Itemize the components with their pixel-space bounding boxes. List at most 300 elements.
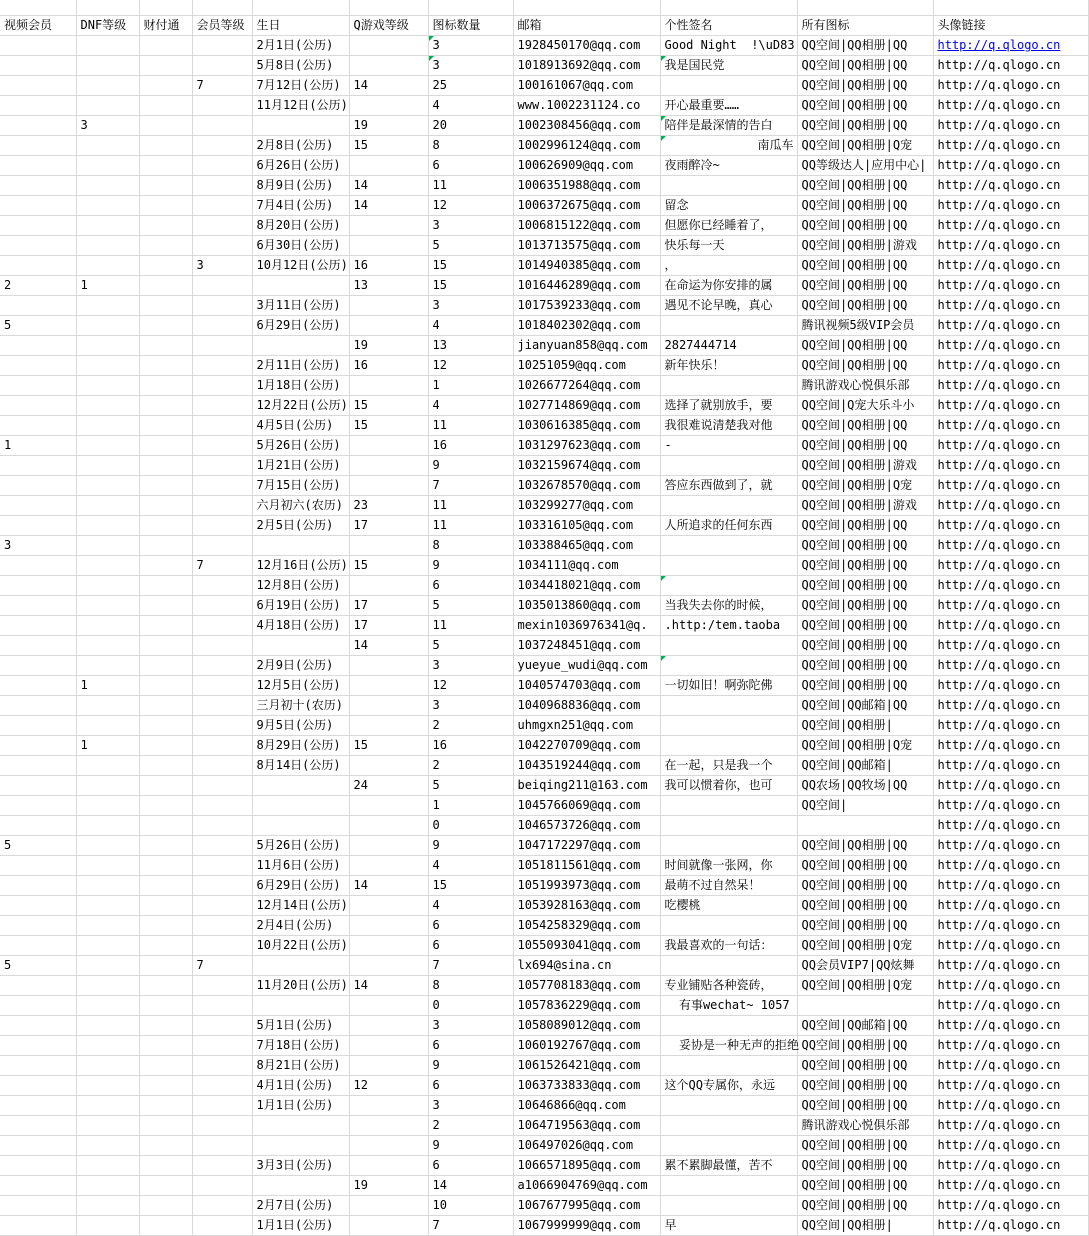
cell-s[interactable]: 南瓜车 (660, 135, 797, 155)
cell-a[interactable]: QQ空间|QQ相册|Q宠 (797, 735, 933, 755)
cell-v[interactable] (0, 915, 76, 935)
cell-v[interactable] (0, 55, 76, 75)
cell-s[interactable]: 一切如旧！啊弥陀佛 (660, 675, 797, 695)
cell-q[interactable] (349, 955, 428, 975)
cell-q[interactable]: 16 (349, 355, 428, 375)
cell-v[interactable] (0, 615, 76, 635)
cell-i[interactable]: 15 (428, 275, 513, 295)
cell-d[interactable] (76, 1215, 139, 1235)
cell-e[interactable]: jianyuan858@qq.com (513, 335, 660, 355)
cell-s[interactable]: .http:/tem.taoba (660, 615, 797, 635)
cell-a[interactable]: QQ空间|QQ相册|QQ (797, 1075, 933, 1095)
cell-m[interactable] (192, 275, 252, 295)
cell-s[interactable]: ， (660, 255, 797, 275)
cell-m[interactable] (192, 455, 252, 475)
cell-s[interactable] (660, 1115, 797, 1135)
cell-i[interactable]: 12 (428, 355, 513, 375)
cell-d[interactable] (76, 1035, 139, 1055)
cell-d[interactable] (76, 915, 139, 935)
cell-e[interactable]: 1032678570@qq.com (513, 475, 660, 495)
cell-s[interactable]: 我很难说清楚我对他 (660, 415, 797, 435)
cell-d[interactable] (76, 395, 139, 415)
cell-v[interactable] (0, 655, 76, 675)
cell-b[interactable]: 11月6日(公历) (252, 855, 349, 875)
cell-q[interactable]: 14 (349, 975, 428, 995)
cell-e[interactable]: a1066904769@qq.com (513, 1175, 660, 1195)
cell-b[interactable]: 8月14日(公历) (252, 755, 349, 775)
cell-d[interactable] (76, 455, 139, 475)
cell-a[interactable]: QQ空间|QQ相册|QQ (797, 515, 933, 535)
cell-d[interactable] (76, 555, 139, 575)
cell-avatar-url[interactable]: http://q.qlogo.cn (933, 1215, 1088, 1235)
cell-d[interactable] (76, 335, 139, 355)
cell-s[interactable]: 新年快乐！ (660, 355, 797, 375)
cell-v[interactable] (0, 1015, 76, 1035)
cell-e[interactable]: 1035013860@qq.com (513, 595, 660, 615)
cell-m[interactable]: 7 (192, 555, 252, 575)
cell-m[interactable] (192, 235, 252, 255)
cell-t[interactable] (139, 755, 192, 775)
cell-m[interactable] (192, 95, 252, 115)
cell-i[interactable]: 15 (428, 875, 513, 895)
cell-avatar-url[interactable]: http://q.qlogo.cn (933, 775, 1088, 795)
cell-b[interactable]: 2月9日(公历) (252, 655, 349, 675)
cell-m[interactable] (192, 375, 252, 395)
cell-q[interactable] (349, 915, 428, 935)
cell-a[interactable]: QQ空间|QQ相册|QQ (797, 55, 933, 75)
cell-m[interactable] (192, 175, 252, 195)
cell-m[interactable] (192, 135, 252, 155)
cell-b[interactable]: 2月7日(公历) (252, 1195, 349, 1215)
cell-t[interactable] (139, 775, 192, 795)
cell-i[interactable]: 15 (428, 255, 513, 275)
cell-v[interactable] (0, 115, 76, 135)
cell-i[interactable]: 6 (428, 935, 513, 955)
cell-i[interactable]: 10 (428, 1195, 513, 1215)
cell-a[interactable]: QQ空间|QQ邮箱| (797, 755, 933, 775)
cell-m[interactable] (192, 355, 252, 375)
cell-t[interactable] (139, 795, 192, 815)
cell-t[interactable] (139, 1015, 192, 1035)
cell-v[interactable] (0, 335, 76, 355)
cell-e[interactable]: 1013713575@qq.com (513, 235, 660, 255)
cell-b[interactable]: 8月21日(公历) (252, 1055, 349, 1075)
cell-avatar-url[interactable]: http://q.qlogo.cn (933, 75, 1088, 95)
cell-s[interactable]: 陪伴是最深情的告白 (660, 115, 797, 135)
cell-i[interactable]: 2 (428, 755, 513, 775)
cell-i[interactable]: 5 (428, 235, 513, 255)
cell-d[interactable] (76, 1155, 139, 1175)
cell-b[interactable] (252, 0, 349, 15)
cell-b[interactable]: 12月8日(公历) (252, 575, 349, 595)
cell-a[interactable]: QQ空间|QQ相册|QQ (797, 1095, 933, 1115)
cell-a[interactable]: QQ空间|QQ相册|游戏 (797, 455, 933, 475)
cell-e[interactable] (513, 0, 660, 15)
cell-v[interactable] (0, 0, 76, 15)
cell-t[interactable] (139, 595, 192, 615)
cell-s[interactable]: 吃樱桃 (660, 895, 797, 915)
cell-m[interactable] (192, 1095, 252, 1115)
cell-avatar-url[interactable]: http://q.qlogo.cn (933, 835, 1088, 855)
cell-q[interactable] (349, 1015, 428, 1035)
cell-q[interactable]: 15 (349, 735, 428, 755)
cell-t[interactable] (139, 1155, 192, 1175)
cell-i[interactable]: 9 (428, 455, 513, 475)
cell-q[interactable]: 14 (349, 875, 428, 895)
cell-a[interactable] (797, 995, 933, 1015)
cell-e[interactable]: 1047172297@qq.com (513, 835, 660, 855)
cell-s[interactable] (660, 535, 797, 555)
cell-t[interactable] (139, 1035, 192, 1055)
cell-q[interactable] (349, 575, 428, 595)
cell-a[interactable] (797, 815, 933, 835)
cell-i[interactable]: 16 (428, 735, 513, 755)
cell-avatar-url[interactable]: http://q.qlogo.cn (933, 715, 1088, 735)
cell-s[interactable] (660, 1095, 797, 1115)
cell-q[interactable]: 13 (349, 275, 428, 295)
cell-v[interactable] (0, 135, 76, 155)
cell-s[interactable] (660, 1195, 797, 1215)
cell-m[interactable] (192, 295, 252, 315)
cell-avatar-url[interactable]: http://q.qlogo.cn (933, 895, 1088, 915)
cell-t[interactable] (139, 735, 192, 755)
cell-avatar-url[interactable]: http://q.qlogo.cn (933, 615, 1088, 635)
cell-i[interactable]: 2 (428, 715, 513, 735)
cell-v[interactable] (0, 1215, 76, 1235)
cell-d[interactable] (76, 1075, 139, 1095)
cell-e[interactable]: 103316105@qq.com (513, 515, 660, 535)
cell-b[interactable]: 1月18日(公历) (252, 375, 349, 395)
cell-i[interactable]: 6 (428, 1155, 513, 1175)
cell-avatar-url[interactable]: http://q.qlogo.cn (933, 275, 1088, 295)
cell-a[interactable]: QQ空间|QQ相册|QQ (797, 1055, 933, 1075)
cell-m[interactable] (192, 395, 252, 415)
cell-m[interactable]: 3 (192, 255, 252, 275)
cell-a[interactable]: QQ空间|QQ相册|QQ (797, 1195, 933, 1215)
cell-a[interactable]: QQ空间|QQ相册|QQ (797, 555, 933, 575)
cell-t[interactable] (139, 395, 192, 415)
cell-i[interactable]: 1 (428, 375, 513, 395)
cell-q[interactable] (349, 295, 428, 315)
cell-m[interactable] (192, 1035, 252, 1055)
cell-v[interactable] (0, 635, 76, 655)
cell-v[interactable] (0, 1155, 76, 1175)
cell-d[interactable] (76, 535, 139, 555)
cell-avatar-url[interactable]: http://q.qlogo.cn (933, 115, 1088, 135)
cell-d[interactable] (76, 155, 139, 175)
cell-avatar-url[interactable]: http://q.qlogo.cn (933, 655, 1088, 675)
cell-e[interactable]: 1040574703@qq.com (513, 675, 660, 695)
cell-d[interactable] (76, 655, 139, 675)
cell-e[interactable]: lx694@sina.cn (513, 955, 660, 975)
cell-t[interactable] (139, 955, 192, 975)
cell-e[interactable]: 1006372675@qq.com (513, 195, 660, 215)
cell-b[interactable]: 7月15日(公历) (252, 475, 349, 495)
cell-b[interactable] (252, 275, 349, 295)
cell-a[interactable]: QQ空间|QQ相册|QQ (797, 115, 933, 135)
cell-avatar-url[interactable]: http://q.qlogo.cn (933, 875, 1088, 895)
cell-i[interactable]: 3 (428, 655, 513, 675)
cell-t[interactable] (139, 35, 192, 55)
cell-s[interactable]: 这个QQ专属你，永远 (660, 1075, 797, 1095)
cell-v[interactable] (0, 855, 76, 875)
cell-e[interactable]: www.1002231124.co (513, 95, 660, 115)
cell-d[interactable] (76, 1175, 139, 1195)
cell-q[interactable] (349, 375, 428, 395)
cell-avatar-url[interactable]: http://q.qlogo.cn (933, 195, 1088, 215)
cell-b[interactable]: 2月5日(公历) (252, 515, 349, 535)
cell-q[interactable]: 14 (349, 635, 428, 655)
cell-b[interactable]: 8月29日(公历) (252, 735, 349, 755)
cell-v[interactable] (0, 395, 76, 415)
cell-i[interactable]: 4 (428, 895, 513, 915)
cell-q[interactable] (349, 435, 428, 455)
cell-t[interactable] (139, 855, 192, 875)
cell-m[interactable] (192, 335, 252, 355)
cell-i[interactable]: 8 (428, 535, 513, 555)
cell-m[interactable] (192, 675, 252, 695)
cell-v[interactable] (0, 495, 76, 515)
cell-b[interactable]: 7月18日(公历) (252, 1035, 349, 1055)
cell-e[interactable]: 10251059@qq.com (513, 355, 660, 375)
cell-s[interactable]: 累不累脚最懂，苦不 (660, 1155, 797, 1175)
cell-v[interactable] (0, 575, 76, 595)
cell-m[interactable] (192, 1155, 252, 1175)
cell-m[interactable] (192, 415, 252, 435)
cell-d[interactable] (76, 615, 139, 635)
cell-a[interactable]: QQ空间|QQ相册|QQ (797, 635, 933, 655)
column-header-i[interactable]: 图标数量 (428, 15, 513, 35)
cell-s[interactable]: 我最喜欢的一句话： (660, 935, 797, 955)
cell-b[interactable]: 6月30日(公历) (252, 235, 349, 255)
cell-avatar-url[interactable]: http://q.qlogo.cn (933, 695, 1088, 715)
cell-q[interactable] (349, 0, 428, 15)
cell-e[interactable]: 1031297623@qq.com (513, 435, 660, 455)
cell-s[interactable] (660, 815, 797, 835)
cell-q[interactable] (349, 855, 428, 875)
cell-d[interactable] (76, 795, 139, 815)
cell-b[interactable]: 5月26日(公历) (252, 435, 349, 455)
cell-s[interactable] (660, 715, 797, 735)
cell-d[interactable] (76, 235, 139, 255)
cell-e[interactable]: 1018402302@qq.com (513, 315, 660, 335)
cell-a[interactable]: QQ空间|QQ相册|QQ (797, 35, 933, 55)
cell-s[interactable] (660, 555, 797, 575)
cell-i[interactable]: 3 (428, 35, 513, 55)
cell-a[interactable]: QQ空间|QQ相册|QQ (797, 295, 933, 315)
cell-a[interactable]: 腾讯游戏心悦俱乐部 (797, 1115, 933, 1135)
cell-t[interactable] (139, 1195, 192, 1215)
cell-s[interactable]: 但愿你已经睡着了， (660, 215, 797, 235)
cell-m[interactable] (192, 815, 252, 835)
cell-t[interactable] (139, 115, 192, 135)
cell-i[interactable]: 11 (428, 515, 513, 535)
cell-d[interactable] (76, 95, 139, 115)
cell-m[interactable] (192, 35, 252, 55)
cell-avatar-url[interactable]: http://q.qlogo.cn (933, 535, 1088, 555)
cell-s[interactable] (660, 635, 797, 655)
cell-avatar-url[interactable]: http://q.qlogo.cn (933, 815, 1088, 835)
cell-m[interactable] (192, 1115, 252, 1135)
cell-avatar-url[interactable]: http://q.qlogo.cn (933, 575, 1088, 595)
cell-s[interactable] (660, 75, 797, 95)
cell-a[interactable]: QQ空间|QQ相册|QQ (797, 435, 933, 455)
cell-m[interactable] (192, 0, 252, 15)
cell-q[interactable] (349, 935, 428, 955)
cell-t[interactable] (139, 1055, 192, 1075)
cell-d[interactable] (76, 515, 139, 535)
cell-avatar-url[interactable]: http://q.qlogo.cn (933, 95, 1088, 115)
cell-q[interactable] (349, 815, 428, 835)
cell-v[interactable] (0, 455, 76, 475)
cell-t[interactable] (139, 1175, 192, 1195)
cell-q[interactable] (349, 155, 428, 175)
cell-t[interactable] (139, 475, 192, 495)
cell-v[interactable] (0, 1055, 76, 1075)
cell-q[interactable] (349, 475, 428, 495)
cell-t[interactable] (139, 455, 192, 475)
column-header-e[interactable]: 邮箱 (513, 15, 660, 35)
cell-q[interactable] (349, 675, 428, 695)
cell-e[interactable]: 1026677264@qq.com (513, 375, 660, 395)
cell-a[interactable]: QQ空间|QQ相册|QQ (797, 915, 933, 935)
cell-b[interactable]: 5月26日(公历) (252, 835, 349, 855)
cell-a[interactable]: QQ空间|QQ相册| (797, 1215, 933, 1235)
cell-v[interactable] (0, 175, 76, 195)
cell-b[interactable]: 三月初十(农历) (252, 695, 349, 715)
cell-s[interactable]: Good Night !\uD83 (660, 35, 797, 55)
cell-s[interactable]: 人所追求的任何东西 (660, 515, 797, 535)
cell-v[interactable] (0, 1115, 76, 1135)
cell-d[interactable] (76, 835, 139, 855)
cell-a[interactable]: QQ空间|QQ相册|QQ (797, 1035, 933, 1055)
cell-b[interactable]: 2月4日(公历) (252, 915, 349, 935)
cell-a[interactable]: QQ空间|QQ相册|QQ (797, 1155, 933, 1175)
cell-m[interactable] (192, 1175, 252, 1195)
cell-q[interactable]: 17 (349, 515, 428, 535)
cell-d[interactable] (76, 475, 139, 495)
cell-t[interactable] (139, 495, 192, 515)
cell-b[interactable]: 7月4日(公历) (252, 195, 349, 215)
cell-v[interactable] (0, 795, 76, 815)
cell-s[interactable] (660, 655, 797, 675)
cell-avatar-url[interactable]: http://q.qlogo.cn (933, 215, 1088, 235)
cell-m[interactable]: 7 (192, 75, 252, 95)
cell-t[interactable] (139, 375, 192, 395)
cell-b[interactable] (252, 635, 349, 655)
cell-v[interactable]: 5 (0, 315, 76, 335)
cell-s[interactable] (660, 575, 797, 595)
cell-q[interactable]: 15 (349, 135, 428, 155)
cell-avatar-url[interactable]: http://q.qlogo.cn (933, 1015, 1088, 1035)
cell-a[interactable]: 腾讯游戏心悦俱乐部 (797, 375, 933, 395)
cell-b[interactable]: 2月8日(公历) (252, 135, 349, 155)
cell-v[interactable] (0, 895, 76, 915)
cell-a[interactable]: QQ空间|QQ相册|QQ (797, 655, 933, 675)
cell-t[interactable] (139, 715, 192, 735)
cell-d[interactable] (76, 315, 139, 335)
cell-a[interactable]: QQ空间|QQ相册|QQ (797, 895, 933, 915)
cell-v[interactable] (0, 155, 76, 175)
cell-d[interactable]: 1 (76, 675, 139, 695)
cell-q[interactable] (349, 235, 428, 255)
cell-d[interactable] (76, 635, 139, 655)
cell-a[interactable]: QQ空间|QQ相册|QQ (797, 835, 933, 855)
cell-s[interactable]: 早 (660, 1215, 797, 1235)
cell-a[interactable]: QQ等级达人|应用中心| (797, 155, 933, 175)
cell-i[interactable]: 0 (428, 815, 513, 835)
cell-v[interactable] (0, 235, 76, 255)
cell-a[interactable]: QQ空间|QQ相册|QQ (797, 1175, 933, 1195)
cell-t[interactable] (139, 695, 192, 715)
cell-e[interactable]: 1017539233@qq.com (513, 295, 660, 315)
cell-t[interactable] (139, 95, 192, 115)
cell-a[interactable]: QQ空间|QQ邮箱|QQ (797, 1015, 933, 1035)
cell-t[interactable] (139, 135, 192, 155)
cell-m[interactable] (192, 55, 252, 75)
cell-b[interactable]: 9月5日(公历) (252, 715, 349, 735)
cell-e[interactable]: 1006815122@qq.com (513, 215, 660, 235)
cell-v[interactable]: 2 (0, 275, 76, 295)
cell-d[interactable] (76, 855, 139, 875)
cell-e[interactable]: 1002308456@qq.com (513, 115, 660, 135)
cell-m[interactable] (192, 735, 252, 755)
cell-a[interactable]: QQ空间|QQ相册|QQ (797, 675, 933, 695)
cell-avatar-url[interactable]: http://q.qlogo.cn (933, 295, 1088, 315)
cell-avatar-url[interactable]: http://q.qlogo.cn (933, 335, 1088, 355)
cell-t[interactable] (139, 915, 192, 935)
cell-d[interactable] (76, 495, 139, 515)
cell-e[interactable]: 100161067@qq.com (513, 75, 660, 95)
cell-e[interactable]: yueyue_wudi@qq.com (513, 655, 660, 675)
cell-q[interactable] (349, 835, 428, 855)
cell-m[interactable] (192, 1015, 252, 1035)
cell-avatar-url[interactable]: http://q.qlogo.cn (933, 495, 1088, 515)
cell-m[interactable]: 7 (192, 955, 252, 975)
cell-avatar-url[interactable]: http://q.qlogo.cn (933, 795, 1088, 815)
cell-a[interactable]: QQ空间|QQ相册|QQ (797, 275, 933, 295)
cell-b[interactable]: 5月8日(公历) (252, 55, 349, 75)
cell-d[interactable] (76, 415, 139, 435)
cell-v[interactable] (0, 555, 76, 575)
cell-m[interactable] (192, 495, 252, 515)
cell-q[interactable] (349, 215, 428, 235)
cell-v[interactable] (0, 215, 76, 235)
cell-t[interactable] (139, 675, 192, 695)
cell-avatar-url[interactable]: http://q.qlogo.cn (933, 235, 1088, 255)
cell-t[interactable] (139, 435, 192, 455)
cell-t[interactable] (139, 215, 192, 235)
cell-t[interactable] (139, 535, 192, 555)
cell-s[interactable] (660, 1055, 797, 1075)
cell-i[interactable]: 4 (428, 315, 513, 335)
cell-v[interactable] (0, 875, 76, 895)
cell-v[interactable] (0, 1035, 76, 1055)
cell-v[interactable] (0, 515, 76, 535)
cell-d[interactable] (76, 1055, 139, 1075)
cell-a[interactable]: QQ空间|QQ相册|Q宠 (797, 475, 933, 495)
cell-m[interactable] (192, 475, 252, 495)
cell-s[interactable] (660, 915, 797, 935)
cell-a[interactable]: QQ空间|QQ相册|QQ (797, 575, 933, 595)
cell-a[interactable]: QQ空间|QQ相册|QQ (797, 195, 933, 215)
cell-b[interactable]: 5月1日(公历) (252, 1015, 349, 1035)
cell-m[interactable] (192, 975, 252, 995)
cell-e[interactable]: 1016446289@qq.com (513, 275, 660, 295)
cell-v[interactable] (0, 715, 76, 735)
cell-e[interactable]: 1051993973@qq.com (513, 875, 660, 895)
cell-a[interactable]: QQ空间|QQ相册|QQ (797, 1135, 933, 1155)
